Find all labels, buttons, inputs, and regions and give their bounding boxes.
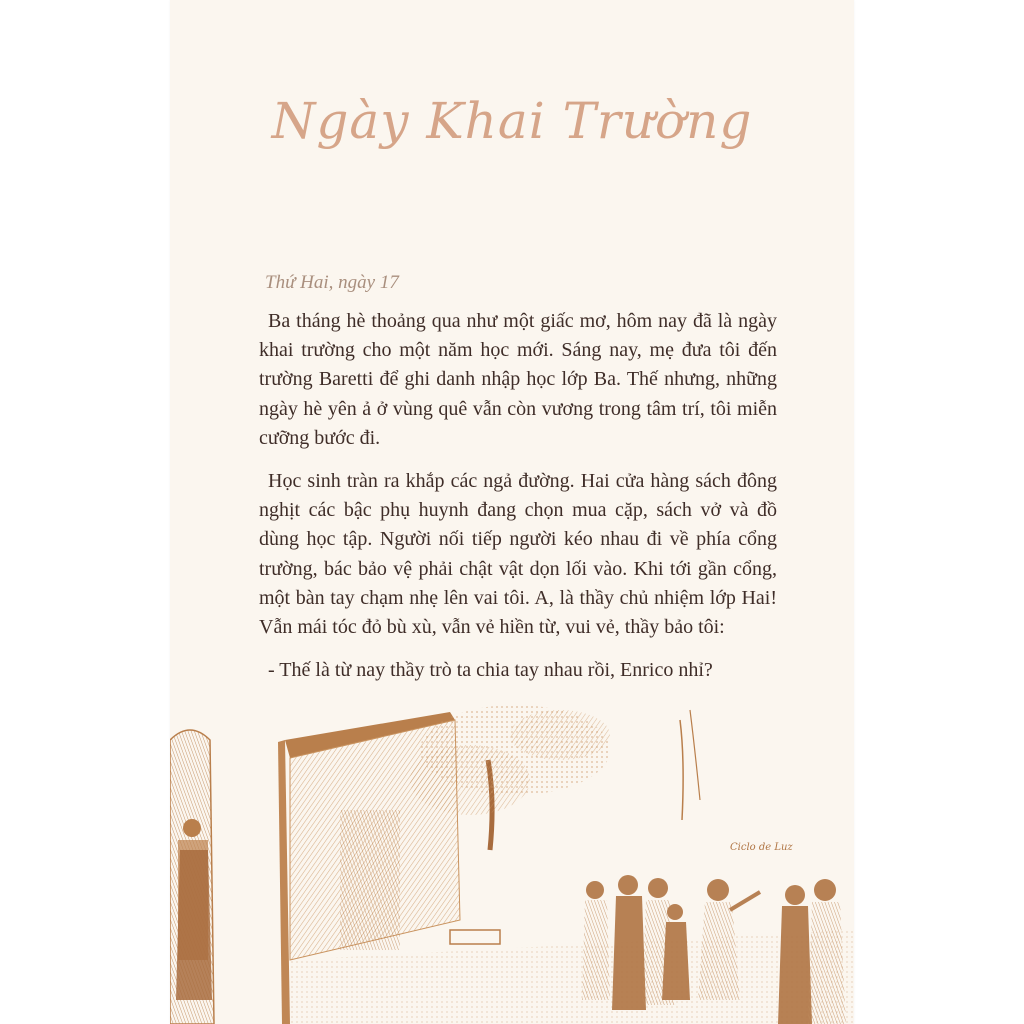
book-page xyxy=(170,0,854,1024)
diary-date: Thứ Hai, ngày 17 xyxy=(265,272,399,293)
chapter-body xyxy=(259,307,777,699)
paragraph-2: Học sinh tràn ra khắp các ngả đường. Hai cửa hàng sách đông nghịt các bậc phụ huynh đang chọn mua cặp, sách vở và đồ dùng học tập. Người nối tiếp người kéo nhau đi về phía cổng trường, bác bảo vệ phải chật vật dọn lối vào. Khi tới gần cổng, một bàn tay chạm nhẹ lên vai tôi. A, là thầy chủ nhiệm lớp Hai! Vẫn mái tóc đỏ bù xù, vẫn vẻ hiền từ, vui vẻ, thầy bảo tôi: xyxy=(259,470,777,639)
stone-block xyxy=(450,930,500,944)
paragraph-1: Ba tháng hè thoảng qua như một giấc mơ, hôm nay đã là ngày khai trường cho một năm học mới. Sáng nay, mẹ đưa tôi đến trường Baretti để ghi danh nhập học lớp Ba. Thế nhưng, những ngày hè yên ả ở vùng quê vẫn còn vương trong tâm trí, tôi miễn cưỡng bước đi. xyxy=(259,310,777,449)
chapter-title: Ngày Khai Trường xyxy=(271,92,753,150)
paragraph-dialogue: - Thế là từ nay thầy trò ta chia tay nhau rồi, Enrico nhỉ? xyxy=(268,659,713,682)
street-scene-illustration xyxy=(170,700,854,1024)
illustration-signature: Ciclo de Luz xyxy=(730,842,793,853)
doorway-left xyxy=(170,730,214,1024)
